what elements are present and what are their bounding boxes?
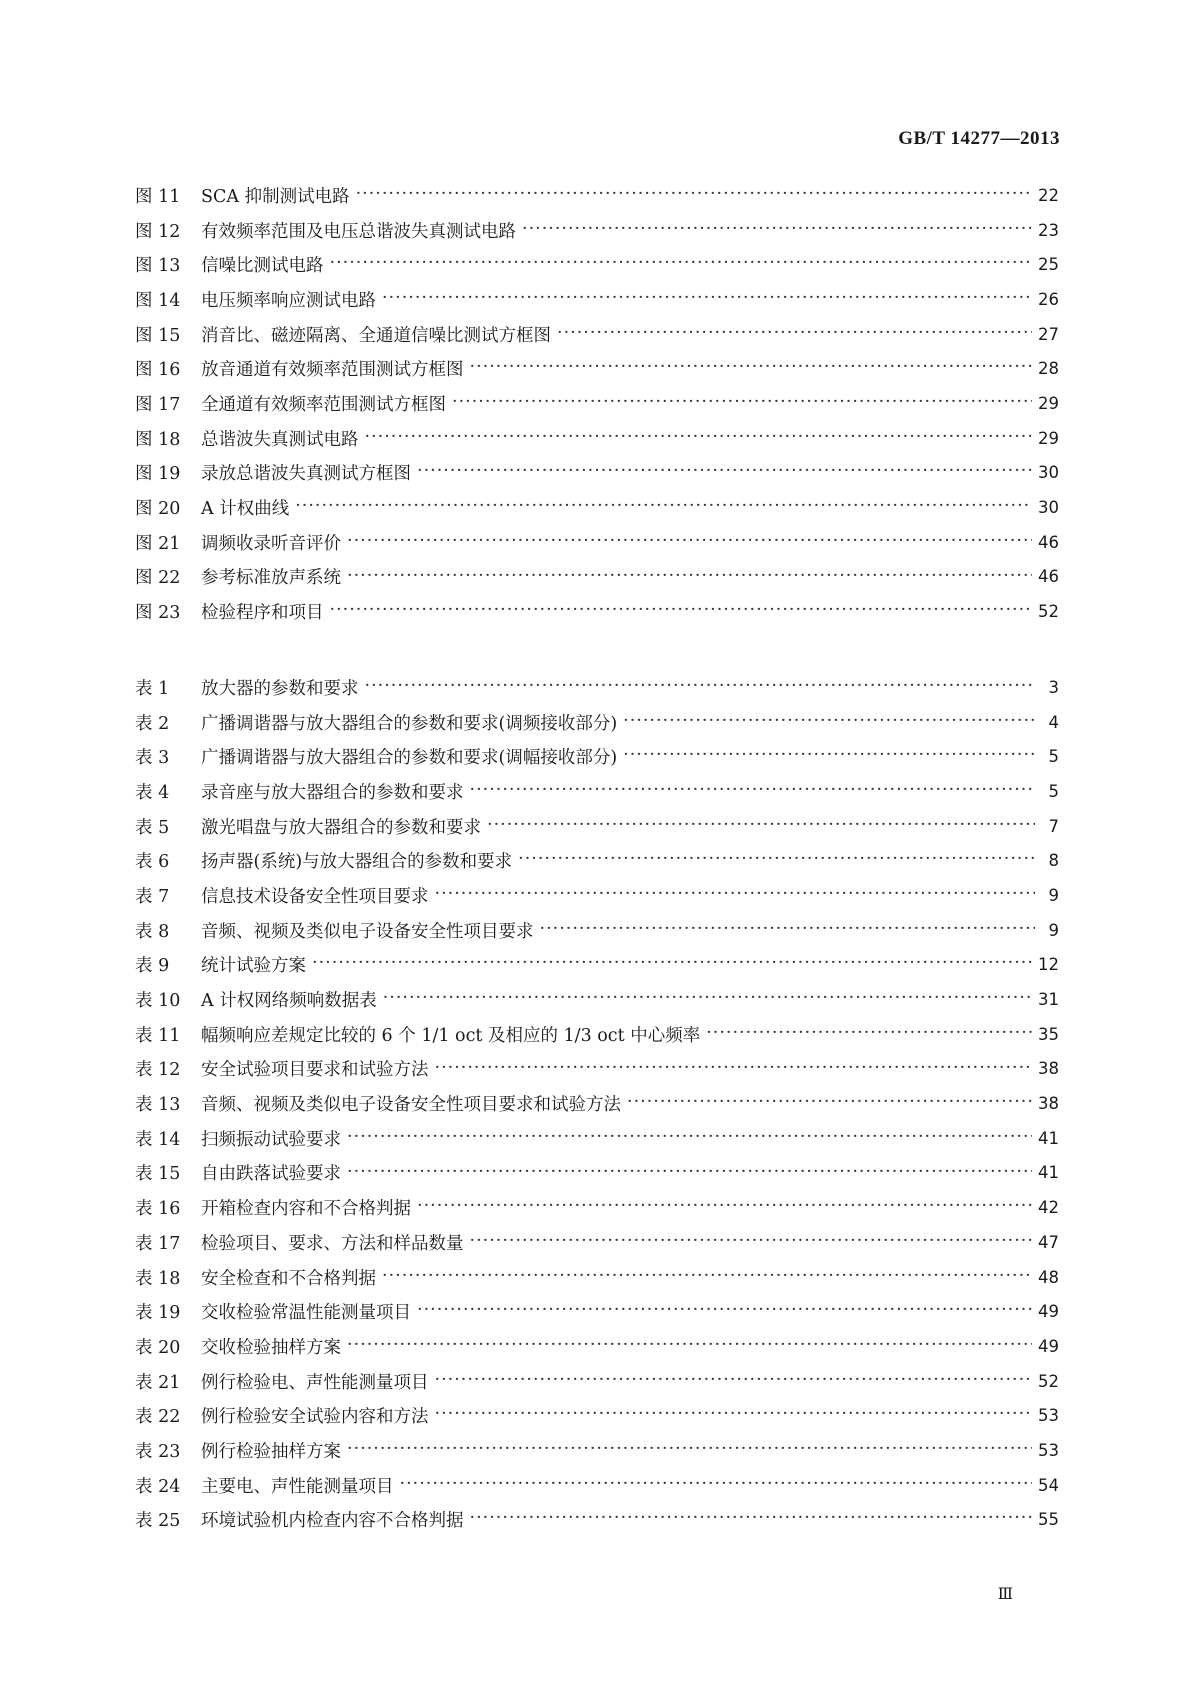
table-entry[interactable] xyxy=(135,670,1059,705)
table-number: 表 11 xyxy=(135,1025,181,1046)
figure-title: 检验程序和项目 xyxy=(201,603,324,624)
figure-number: 图 21 xyxy=(135,533,181,554)
table-page-number: 55 xyxy=(1038,1510,1059,1530)
table-page-number: 41 xyxy=(1038,1163,1059,1183)
figure-title: 总谐波失真测试电路 xyxy=(201,429,359,450)
table-page-number: 5 xyxy=(1048,747,1059,767)
table-title: A 计权网络频响数据表 xyxy=(201,991,377,1012)
table-title: 主要电、声性能测量项目 xyxy=(201,1476,394,1497)
table-entry[interactable] xyxy=(135,1086,1059,1121)
figure-number: 图 16 xyxy=(135,360,181,381)
table-number: 表 5 xyxy=(135,817,170,838)
figure-page-number: 28 xyxy=(1038,359,1059,379)
figure-page-number: 25 xyxy=(1038,255,1059,275)
table-page-number: 42 xyxy=(1038,1198,1059,1218)
table-entry[interactable] xyxy=(135,843,1059,878)
table-page-number: 52 xyxy=(1038,1371,1059,1391)
dot-leader xyxy=(330,600,1033,623)
table-page-number: 7 xyxy=(1048,816,1059,836)
table-page-number: 41 xyxy=(1038,1128,1059,1148)
table-number: 表 1 xyxy=(135,678,170,699)
figure-title: 有效频率范围及电压总谐波失真测试电路 xyxy=(201,221,516,242)
dot-leader xyxy=(435,1058,1033,1081)
table-entry[interactable] xyxy=(135,1468,1059,1503)
table-title: 广播调谐器与放大器组合的参数和要求(调幅接收部分) xyxy=(201,748,618,769)
table-page-number: 3 xyxy=(1048,677,1059,697)
table-page-number: 9 xyxy=(1048,885,1059,905)
table-page-number: 53 xyxy=(1038,1440,1059,1460)
table-page-number: 12 xyxy=(1038,955,1059,975)
dot-leader xyxy=(347,1162,1032,1185)
page-folio: Ⅲ xyxy=(997,1586,1013,1603)
dot-leader xyxy=(470,357,1033,380)
table-title: 检验项目、要求、方法和样品数量 xyxy=(201,1233,464,1254)
table-number: 表 17 xyxy=(135,1233,181,1254)
table-title: 信息技术设备安全性项目要求 xyxy=(201,886,429,907)
dot-leader xyxy=(557,323,1032,346)
dot-leader xyxy=(623,745,1035,768)
dot-leader xyxy=(347,566,1032,589)
table-number: 表 9 xyxy=(135,956,170,977)
figure-title: 电压频率响应测试电路 xyxy=(201,290,376,311)
figure-page-number: 46 xyxy=(1038,532,1059,552)
dot-leader xyxy=(347,1439,1032,1462)
figure-number: 图 22 xyxy=(135,568,181,589)
table-title: 例行检验抽样方案 xyxy=(201,1441,341,1462)
dot-leader xyxy=(365,427,1033,450)
table-entry[interactable] xyxy=(135,878,1059,913)
figure-page-number: 29 xyxy=(1038,428,1059,448)
figure-entry[interactable] xyxy=(135,456,1059,491)
dot-leader xyxy=(470,1508,1033,1531)
table-page-number: 53 xyxy=(1038,1406,1059,1426)
table-entry[interactable] xyxy=(135,913,1059,948)
dot-leader xyxy=(470,780,1036,803)
dot-leader xyxy=(383,988,1032,1011)
table-title: 交收检验常温性能测量项目 xyxy=(201,1303,411,1324)
table-number: 表 24 xyxy=(135,1476,181,1497)
table-number: 表 20 xyxy=(135,1337,181,1358)
table-page-number: 49 xyxy=(1038,1336,1059,1356)
table-number: 表 4 xyxy=(135,782,170,803)
table-page-number: 54 xyxy=(1038,1475,1059,1495)
figure-title: 消音比、磁迹隔离、全通道信噪比测试方框图 xyxy=(201,325,551,346)
figure-page-number: 46 xyxy=(1038,567,1059,587)
table-number: 表 14 xyxy=(135,1129,181,1150)
table-entry[interactable] xyxy=(135,1364,1059,1399)
table-number: 表 16 xyxy=(135,1199,181,1220)
figure-page-number: 23 xyxy=(1038,220,1059,240)
table-entry[interactable] xyxy=(135,739,1059,774)
figure-page-number: 29 xyxy=(1038,393,1059,413)
table-title: 音频、视频及类似电子设备安全性项目要求 xyxy=(201,921,534,942)
table-entry[interactable] xyxy=(135,982,1059,1017)
table-title: 广播调谐器与放大器组合的参数和要求(调频接收部分) xyxy=(201,713,618,734)
table-title: 统计试验方案 xyxy=(201,956,306,977)
table-title: 音频、视频及类似电子设备安全性项目要求和试验方法 xyxy=(201,1095,621,1116)
figure-page-number: 30 xyxy=(1038,463,1059,483)
dot-leader xyxy=(347,531,1032,554)
table-entry[interactable] xyxy=(135,1156,1059,1191)
table-number: 表 6 xyxy=(135,852,170,873)
table-entry[interactable] xyxy=(135,948,1059,983)
figure-number: 图 12 xyxy=(135,221,181,242)
dot-leader xyxy=(623,711,1035,734)
dot-leader xyxy=(487,815,1035,838)
table-entry[interactable] xyxy=(135,1433,1059,1468)
table-number: 表 8 xyxy=(135,921,170,942)
table-page-number: 35 xyxy=(1038,1024,1059,1044)
table-number: 表 13 xyxy=(135,1095,181,1116)
table-title: 激光唱盘与放大器组合的参数和要求 xyxy=(201,817,481,838)
figure-number: 图 11 xyxy=(135,186,181,207)
dot-leader xyxy=(400,1474,1033,1497)
table-title: 开箱检查内容和不合格判据 xyxy=(201,1199,411,1220)
figure-entry[interactable] xyxy=(135,560,1059,595)
table-page-number: 49 xyxy=(1038,1302,1059,1322)
figure-entry[interactable] xyxy=(135,247,1059,282)
dot-leader xyxy=(627,1092,1032,1115)
table-title: 环境试验机内检查内容不合格判据 xyxy=(201,1511,464,1532)
dot-leader xyxy=(452,392,1032,415)
figure-page-number: 52 xyxy=(1038,602,1059,622)
table-number: 表 22 xyxy=(135,1407,181,1428)
figure-entry[interactable] xyxy=(135,386,1059,421)
dot-leader xyxy=(706,1023,1032,1046)
table-entry[interactable] xyxy=(135,774,1059,809)
figure-entry[interactable] xyxy=(135,490,1059,525)
dot-leader xyxy=(435,1404,1033,1427)
table-number: 表 3 xyxy=(135,748,170,769)
table-entry[interactable] xyxy=(135,1329,1059,1364)
dot-leader xyxy=(356,184,1032,207)
table-number: 表 23 xyxy=(135,1441,181,1462)
dot-leader xyxy=(417,1196,1032,1219)
table-title: 扬声器(系统)与放大器组合的参数和要求 xyxy=(201,852,513,873)
table-entry[interactable] xyxy=(135,1294,1059,1329)
table-page-number: 47 xyxy=(1038,1232,1059,1252)
figure-entry[interactable] xyxy=(135,282,1059,317)
table-number: 表 2 xyxy=(135,713,170,734)
table-page-number: 31 xyxy=(1038,990,1059,1010)
dot-leader xyxy=(330,253,1033,276)
figure-number: 图 17 xyxy=(135,394,181,415)
dot-leader xyxy=(347,1335,1032,1358)
figure-number: 图 19 xyxy=(135,464,181,485)
dot-leader xyxy=(470,1231,1033,1254)
figure-entry[interactable] xyxy=(135,351,1059,386)
table-entry[interactable] xyxy=(135,705,1059,740)
table-entry[interactable] xyxy=(135,1190,1059,1225)
figure-title: A 计权曲线 xyxy=(201,499,290,520)
table-page-number: 4 xyxy=(1048,712,1059,732)
table-page-number: 38 xyxy=(1038,1059,1059,1079)
figure-title: 录放总谐波失真测试方框图 xyxy=(201,464,411,485)
dot-leader xyxy=(347,1127,1032,1150)
table-page-number: 48 xyxy=(1038,1267,1059,1287)
dot-leader xyxy=(540,919,1036,942)
table-entry[interactable] xyxy=(135,1503,1059,1538)
table-page-number: 9 xyxy=(1048,920,1059,940)
figure-title: 参考标准放声系统 xyxy=(201,568,341,589)
figure-entry[interactable] xyxy=(135,213,1059,248)
table-entry[interactable] xyxy=(135,1017,1059,1052)
figure-title: 全通道有效频率范围测试方框图 xyxy=(201,394,446,415)
figure-number: 图 14 xyxy=(135,290,181,311)
dot-leader xyxy=(518,849,1035,872)
dot-leader xyxy=(295,496,1032,519)
table-number: 表 21 xyxy=(135,1372,181,1393)
dot-leader xyxy=(417,461,1032,484)
dot-leader xyxy=(435,884,1036,907)
dot-leader xyxy=(382,288,1032,311)
table-title: 例行检验电、声性能测量项目 xyxy=(201,1372,429,1393)
table-number: 表 18 xyxy=(135,1268,181,1289)
table-number: 表 25 xyxy=(135,1511,181,1532)
figure-page-number: 27 xyxy=(1038,324,1059,344)
dot-leader xyxy=(365,676,1036,699)
table-number: 表 7 xyxy=(135,886,170,907)
figure-entry[interactable] xyxy=(135,178,1059,213)
table-entry[interactable] xyxy=(135,1225,1059,1260)
figure-title: SCA 抑制测试电路 xyxy=(201,186,350,207)
table-title: 自由跌落试验要求 xyxy=(201,1164,341,1185)
table-title: 录音座与放大器组合的参数和要求 xyxy=(201,782,464,803)
figure-entry[interactable] xyxy=(135,317,1059,352)
table-list xyxy=(135,670,1059,1537)
figure-page-number: 22 xyxy=(1038,185,1059,205)
dot-leader xyxy=(382,1266,1032,1289)
table-title: 放大器的参数和要求 xyxy=(201,678,359,699)
figure-entry[interactable] xyxy=(135,594,1059,629)
figure-title: 信噪比测试电路 xyxy=(201,256,324,277)
table-entry[interactable] xyxy=(135,1121,1059,1156)
table-title: 安全检查和不合格判据 xyxy=(201,1268,376,1289)
figure-page-number: 26 xyxy=(1038,289,1059,309)
table-entry[interactable] xyxy=(135,1260,1059,1295)
dot-leader xyxy=(312,953,1032,976)
figure-number: 图 15 xyxy=(135,325,181,346)
table-title: 幅频响应差规定比较的 6 个 1/1 oct 及相应的 1/3 oct 中心频率 xyxy=(201,1025,701,1046)
figure-number: 图 20 xyxy=(135,499,181,520)
figure-number: 图 23 xyxy=(135,603,181,624)
figure-title: 调频收录听音评价 xyxy=(201,533,341,554)
table-entry[interactable] xyxy=(135,1052,1059,1087)
table-page-number: 8 xyxy=(1048,851,1059,871)
table-page-number: 5 xyxy=(1048,781,1059,801)
dot-leader xyxy=(417,1300,1032,1323)
table-entry[interactable] xyxy=(135,1398,1059,1433)
table-number: 表 10 xyxy=(135,991,181,1012)
table-number: 表 12 xyxy=(135,1060,181,1081)
table-title: 例行检验安全试验内容和方法 xyxy=(201,1407,429,1428)
standard-code: GB/T 14277—2013 xyxy=(898,128,1060,149)
dot-leader xyxy=(522,219,1032,242)
figure-list xyxy=(135,178,1059,629)
figure-title: 放音通道有效频率范围测试方框图 xyxy=(201,360,464,381)
table-title: 扫频振动试验要求 xyxy=(201,1129,341,1150)
table-number: 表 15 xyxy=(135,1164,181,1185)
figure-number: 图 18 xyxy=(135,429,181,450)
table-page-number: 38 xyxy=(1038,1094,1059,1114)
figure-entry[interactable] xyxy=(135,525,1059,560)
table-title: 安全试验项目要求和试验方法 xyxy=(201,1060,429,1081)
figure-number: 图 13 xyxy=(135,256,181,277)
dot-leader xyxy=(435,1370,1033,1393)
figure-page-number: 30 xyxy=(1038,498,1059,518)
table-entry[interactable] xyxy=(135,809,1059,844)
table-title: 交收检验抽样方案 xyxy=(201,1337,341,1358)
table-number: 表 19 xyxy=(135,1303,181,1324)
figure-entry[interactable] xyxy=(135,421,1059,456)
